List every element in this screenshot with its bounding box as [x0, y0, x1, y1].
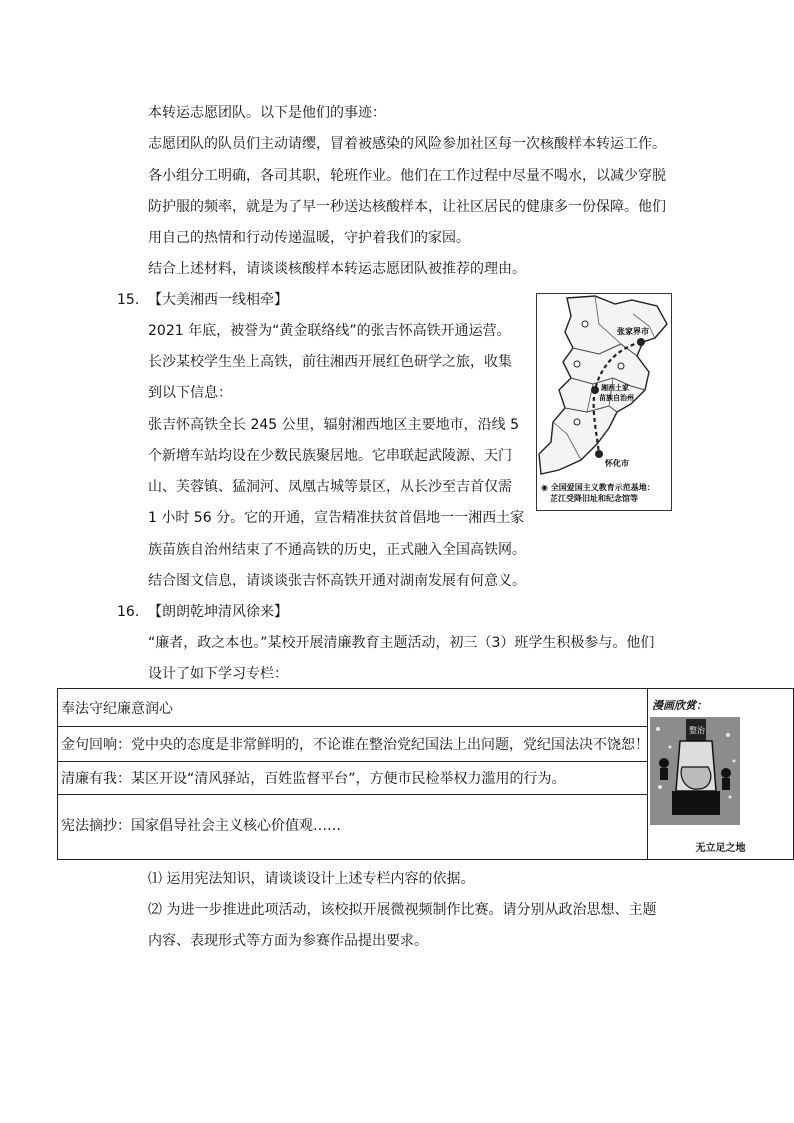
map-label-xiangxi-2: 苗族自治州 — [599, 394, 634, 402]
map-caption — [541, 482, 655, 504]
cartoon-header: 漫画欣赏： — [652, 699, 707, 712]
q15-number: 15. — [117, 292, 140, 308]
cartoon-image — [650, 717, 740, 825]
q16-subquestion-1: ⑴ 运用宪法知识，请谈谈设计上述专栏内容的依据。 — [148, 871, 475, 887]
intro-line-2: 志愿团队的队员们主动请缨，冒着被感染的风险参加社区每一次核酸样本转运工作。 — [148, 136, 666, 152]
map-label-huaihua: 怀化市 — [605, 459, 629, 468]
map-label-xiangxi-1: 湘西土家 — [601, 384, 629, 392]
q16-number: 16. — [117, 604, 140, 620]
intro-line-4: 防护服的频率，就是为了早一秒送达核酸样本，让社区居民的健康多一份保障。他们 — [148, 199, 666, 215]
map-caption-line-1: 全国爱国主义教育示范基地： — [550, 483, 655, 492]
table-row-quote: 金句回响：党中央的态度是非常鲜明的，不论谁在整治党纪国法上出问题，党纪国法决不饶恕！ — [61, 737, 649, 753]
q16-title: 【朗朗乾坤清风徐来】 — [148, 604, 288, 620]
q16-line-2: 设计了如下学习专栏： — [148, 666, 288, 682]
q15-title: 【大美湘西一线相牵】 — [148, 292, 288, 308]
intro-line-1: 本转运志愿团队。以下是他们的事迹： — [148, 105, 386, 121]
q16-subquestion-2: ⑵ 为进一步推进此项活动，该校拟开展微视频制作比赛。请分别从政治思想、主题 — [148, 902, 657, 918]
map-drawing — [537, 294, 671, 478]
q16-line-1: “廉者，政之本也。”某校开展清廉教育主题活动，初三（3）班学生积极参与。他们 — [148, 635, 655, 651]
q15-line-1: 2021 年底，被誉为“黄金联络线”的张吉怀高铁开通运营。 — [148, 323, 511, 339]
q16-subquestion-2-cont: 内容、表现形式等方面为参赛作品提出要求。 — [148, 933, 428, 949]
q15-line-2: 长沙某校学生坐上高铁，前往湘西开展红色研学之旅，收集 — [148, 354, 512, 370]
bottle-label: 整治 — [689, 726, 705, 735]
q15-line-8: 族苗族自治州结束了不通高铁的历史，正式融入全国高铁网。 — [148, 542, 526, 558]
q15-line-3: 到以下信息： — [148, 385, 232, 401]
cartoon-panel — [647, 688, 794, 860]
q15-line-6: 山、芙蓉镇、猛洞河、凤凰古城等景区，从长沙至吉首仅需 — [148, 479, 512, 495]
q15-line-4: 张吉怀高铁全长 245 公里，辐射湘西地区主要地市，沿线 5 — [148, 417, 519, 433]
q15-line-7: 1 小时 56 分。它的开通，宣告精准扶贫首倡地一一湘西土家 — [148, 510, 525, 526]
table-row-title: 奉法守纪廉意润心 — [61, 701, 173, 717]
table-row — [58, 689, 647, 727]
table-row-constitution: 宪法摘抄：国家倡导社会主义核心价值观…… — [61, 818, 341, 834]
q15-question: 结合图文信息，请谈谈张吉怀高铁开通对湖南发展有何意义。 — [148, 573, 526, 589]
map-caption-line-2: 芷江受降旧址和纪念馆等 — [550, 494, 638, 503]
map-label-zhangjiajie: 张家界市 — [617, 327, 649, 336]
table-row — [58, 727, 647, 762]
cartoon-caption: 无立足之地 — [695, 843, 746, 854]
intro-line-3: 各小组分工明确，各司其职，轮班作业。他们在工作过程中尽量不喝水，以减少穿脱 — [148, 168, 666, 184]
table-row — [58, 762, 647, 795]
intro-line-5: 用自己的热情和行动传递温暖，守护着我们的家园。 — [148, 230, 470, 246]
table-row — [58, 795, 647, 859]
xiangxi-map — [536, 293, 672, 511]
q15-line-5: 个新增车站均设在少数民族聚居地。它串联起武陵源、天门 — [148, 448, 512, 464]
star-icon: ◉ — [541, 483, 548, 492]
table-row-clean: 清廉有我：某区开设“清风驿站，百姓监督平台”，方便市民检举权力滥用的行为。 — [61, 771, 566, 787]
intro-question: 结合上述材料，请谈谈核酸样本转运志愿团队被推荐的理由。 — [148, 261, 526, 277]
study-column-table — [57, 688, 648, 860]
